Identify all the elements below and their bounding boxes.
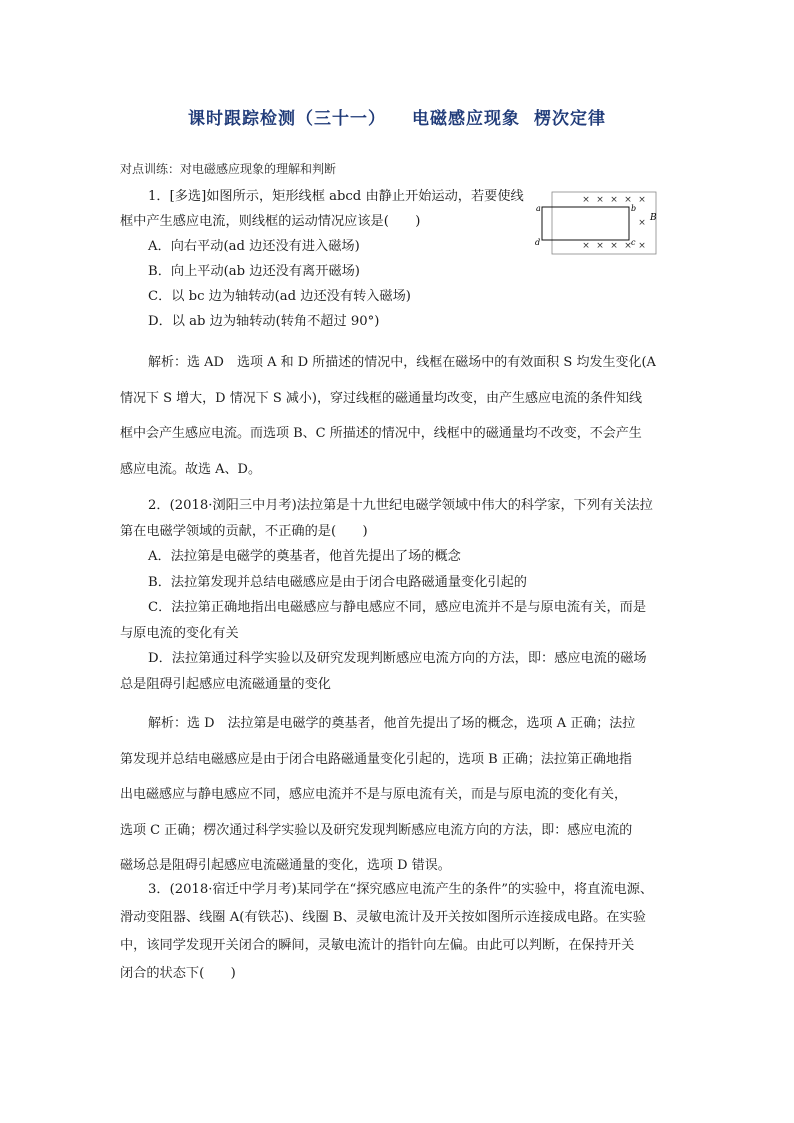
field-cross-mark: × bbox=[582, 241, 590, 251]
q2-analysis-line-5: 磁场总是阻碍引起感应电流磁通量的变化，选项 D 错误。 bbox=[120, 858, 451, 873]
corner-c-label: c bbox=[631, 238, 636, 247]
q3-line-3: 中，该同学发现开关闭合的瞬间，灵敏电流计的指针向左偏。由此可以判断，在保持开关 bbox=[120, 938, 635, 953]
question-3 bbox=[120, 876, 676, 988]
section-label: 对点训练：对电磁感应现象的理解和判断 bbox=[120, 162, 337, 176]
field-cross-mark: × bbox=[582, 195, 590, 205]
field-cross-mark: × bbox=[610, 195, 618, 205]
q1-analysis-line-4: 感应电流。故选 A、D。 bbox=[120, 461, 261, 477]
q1-analysis-line-1: 解析：选 AD 选项 A 和 D 所描述的情况中，线框在磁场中的有效面积 S 均发生变化(A bbox=[148, 355, 656, 370]
field-crosses bbox=[582, 195, 646, 251]
corner-a-label: a bbox=[536, 204, 541, 213]
q1-analysis-line-2: 情况下 S 增大，D 情况下 S 减小)，穿过线框的磁通量均改变，由产生感应电流的条件知线 bbox=[120, 390, 642, 406]
q1-option-d: D．以 ab 边为轴转动(转角不超过 90°) bbox=[148, 314, 380, 329]
field-cross-mark: × bbox=[596, 195, 604, 205]
q2-option-b: B．法拉第发现并总结电磁感应是由于闭合电路磁通量变化引起的 bbox=[148, 574, 527, 590]
question-2 bbox=[120, 493, 676, 697]
field-cross-mark: × bbox=[638, 218, 646, 228]
q1-option-a: A．向右平动(ad 边还没有进入磁场) bbox=[148, 239, 360, 254]
q2-option-c-line-2: 与原电流的变化有关 bbox=[120, 625, 239, 641]
corner-d-label: d bbox=[535, 238, 541, 247]
q1-magnetic-field-figure bbox=[532, 190, 662, 256]
q2-option-c-line-1: C．法拉第正确地指出电磁感应与静电感应不同，感应电流并不是与原电流有关，而是 bbox=[148, 600, 647, 615]
title-topic-2: 楞次定律 bbox=[534, 109, 606, 129]
q2-analysis-line-2: 第发现并总结电磁感应是由于闭合电路磁通量变化引起的，选项 B 正确；法拉第正确地指 bbox=[120, 751, 632, 767]
rectangular-coil bbox=[542, 207, 629, 240]
title-main: 课时跟踪检测（三十一） bbox=[188, 109, 386, 129]
q1-analysis bbox=[120, 345, 676, 487]
q2-option-a: A．法拉第是电磁学的奠基者，他首先提出了场的概念 bbox=[148, 549, 461, 564]
field-cross-mark: × bbox=[624, 241, 632, 251]
field-cross-mark: × bbox=[638, 195, 646, 205]
q2-analysis-line-3: 出电磁感应与静电感应不同，感应电流并不是与原电流有关，而是与原电流的变化有关， bbox=[120, 787, 628, 802]
q1-analysis-line-3: 框中会产生感应电流。而选项 B、C 所描述的情况中，线框中的磁通量均不改变，不会产生 bbox=[120, 426, 642, 441]
page-title bbox=[0, 104, 794, 129]
field-cross-mark: × bbox=[610, 241, 618, 251]
q2-analysis-line-1: 解析：选 D 法拉第是电磁学的奠基者，他首先提出了场的概念，选项 A 正确；法拉 bbox=[148, 716, 636, 731]
field-cross-mark: × bbox=[596, 241, 604, 251]
q3-line-1: 3．(2018·宿迁中学月考)某同学在“探究感应电流产生的条件”的实验中，将直流电源、 bbox=[148, 882, 654, 897]
q3-line-4: 闭合的状态下( ) bbox=[120, 966, 236, 981]
section-heading bbox=[120, 160, 676, 177]
q2-analysis-line-4: 选项 C 正确；楞次通过科学实验以及研究发现判断感应电流方向的方法，即：感应电流的 bbox=[120, 822, 633, 838]
q1-stem-line-1: 1．[多选]如图所示，矩形线框 abcd 由静止开始运动，若要使线 bbox=[148, 189, 524, 204]
q1-stem-line-2: 框中产生感应电流，则线框的运动情况应该是( ) bbox=[120, 214, 421, 229]
field-b-label: B bbox=[650, 213, 657, 223]
q2-stem-line-1: 2．(2018·浏阳三中月考)法拉第是十九世纪电磁学领域中伟大的科学家，下列有关法拉 bbox=[148, 498, 653, 513]
q1-option-c: C．以 bc 边为轴转动(ad 边还没有转入磁场) bbox=[148, 289, 411, 304]
q2-analysis bbox=[120, 706, 676, 884]
q2-option-d-line-2: 总是阻碍引起感应电流磁通量的变化 bbox=[120, 676, 331, 692]
q1-option-b: B．向上平动(ab 边还没有离开磁场) bbox=[148, 264, 360, 279]
q2-option-d-line-1: D．法拉第通过科学实验以及研究发现判断感应电流方向的方法，即：感应电流的磁场 bbox=[148, 651, 647, 666]
field-cross-mark: × bbox=[624, 195, 632, 205]
q2-stem-line-2: 第在电磁学领域的贡献，不正确的是( ) bbox=[120, 523, 368, 539]
title-topic-1: 电磁感应现象 bbox=[412, 109, 520, 129]
q3-line-2: 滑动变阻器、线圈 A(有铁芯)、线圈 B、灵敏电流计及开关按如图所示连接成电路。在实验 bbox=[120, 910, 646, 925]
corner-b-label: b bbox=[631, 204, 637, 213]
field-cross-mark: × bbox=[638, 241, 646, 251]
